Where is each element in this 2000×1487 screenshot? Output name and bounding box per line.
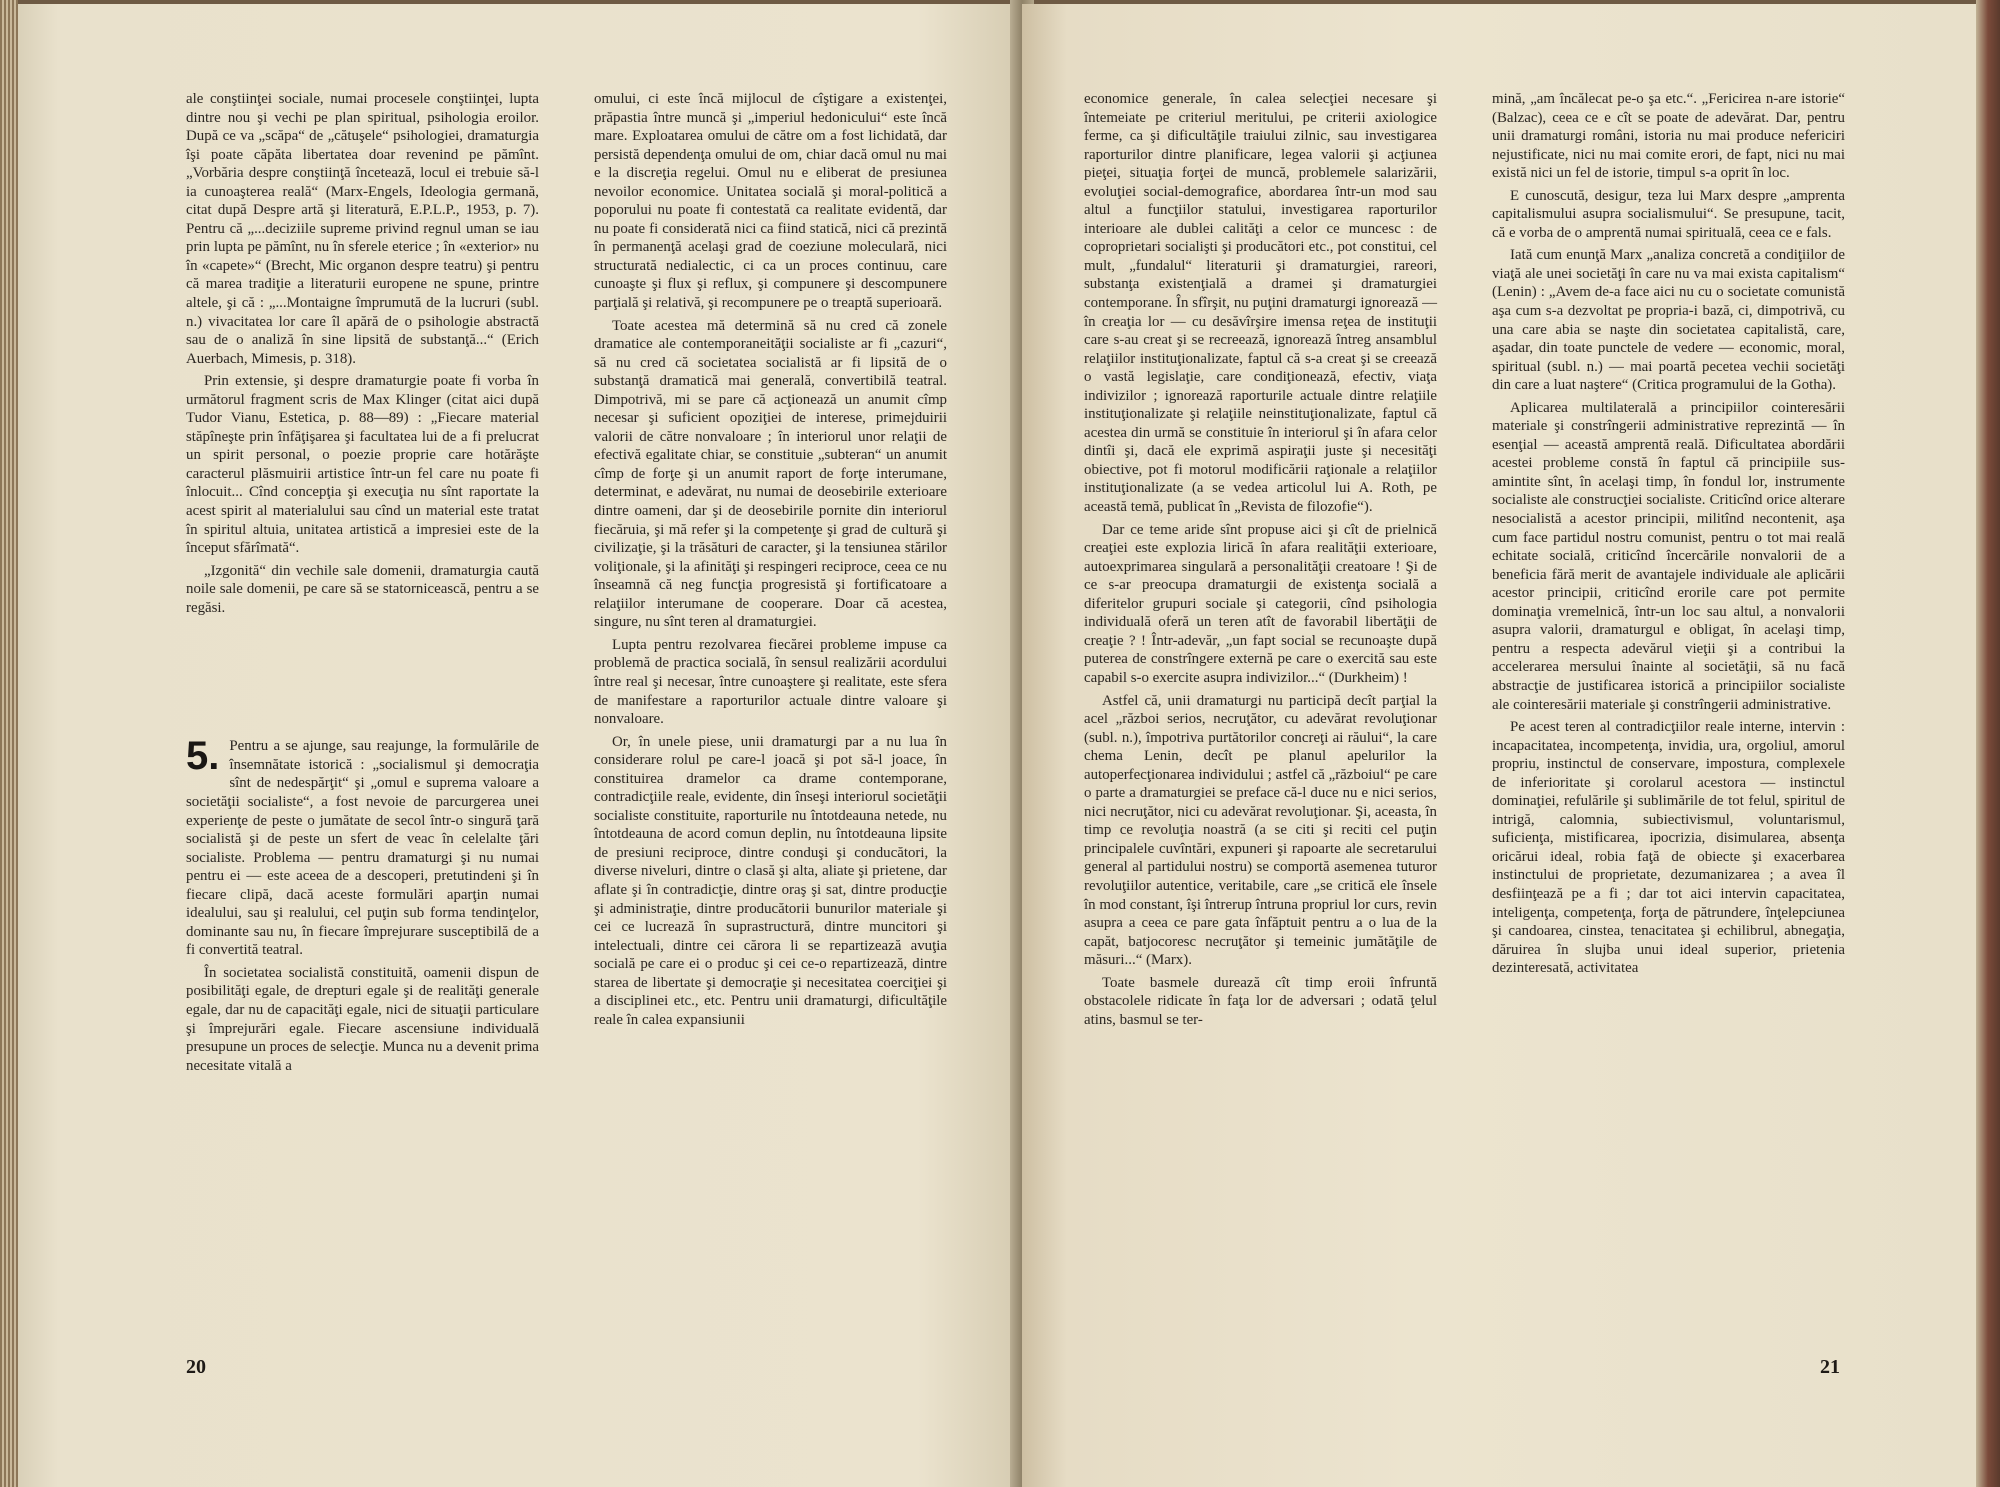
paragraph: omului, ci este încă mijlocul de cîştigare a existenţei, prăpastia între muncă şi „imperiul hedonicului“ este încă mare. Exploatarea omului de către om a fost lichidată, dar persistă dependenţa omului de om, chiar dacă omul nu mai e la discreţia regelui. Omul nu e eliberat de presiunea nevoilor economice. Unitatea socială şi moral-politică a poporului nu poate fi contestată ca realitate evidentă, dar nu poate fi considerată nici ca fiind statică, nici că prezintă în permanenţă acelaşi grad de coeziune moleculară, nici structurată nedialectic, ci ca un proces continuu, care cunoaşte şi flux şi reflux, şi compunere şi descompunere parţială şi relativă, şi recompunere pe o treaptă superioară. (594, 91, 947, 312)
paragraph: E cunoscută, desigur, teza lui Marx despre „amprenta capitalismului asupra socialismului“. Se presupune, tacit, că e vorba de o amprentă numai spirituală, ceea ce e fals. (1492, 187, 1845, 241)
paragraph: Astfel că, unii dramaturgi nu participă decît parţial la acel „război serios, necruţător, cu adevărat revoluţionar (subl. n.), împotriva purtătorilor concreţi ai răului“, la care chema Lenin, decît pe planul apelurilor la autoperfecţionarea individului ; astfel că „războiul“ pe care o parte a dramaturgiei se preface că-l duce nu e nici serios, nici necruţător, nici cu adevărat revoluţionar. Şi, aceasta, în timp ce revoluţia noastră (a se citi şi reciti cel puţin principalele cuvîntări, expuneri şi rapoarte ale secretarului general al partidului nostru) se comportă asemenea tuturor revoluţiilor autentice, veritabile, care „se critică ele însele în mod constant, îşi întrerup întruna propriul lor curs, revin asupra a ceea ce pare gata înfăptuit pentru a o lua de la capăt, batjocoresc necruţător şi temeinic jumătăţile de măsuri...“ (Marx). (1084, 692, 1437, 969)
paragraph: ale conştiinţei sociale, numai procesele conştiinţei, lupta dintre nou şi vechi pe plan spiritual, psihologia eroilor. După ce va „scăpa“ de „cătuşele“ psihologiei, dramaturgia îşi poate căpăta libertatea doar revenind pe pămînt. „Vorbăria despre conştiinţă încetează, locul ei trebuie să-l ia cunoaşterea reală“ (Marx-Engels, Ideologia germană, citat după Despre artă şi literatură, E.P.L.P., 1953, p. 7). Pentru că „...deciziile supreme privind regnul uman se iau prin lupta pe pămînt, nu în sferele eterice ; în «exterior» nu în «capete»“ (Brecht, Mic organon despre teatru) şi pentru că marea tradiţie a literaturii europene ne spune, printre altele, şi că : „...Montaigne împrumută de la lucruri (subl. n.) vivacitatea lor care îl apără de o psihologie abstractă sau de o analiză în sine lipsită de substanţă...“ (Erich Auerbach, Mimesis, p. 318). (186, 91, 539, 367)
paragraph: Or, în unele piese, unii dramaturgi par a nu lua în considerare rolul pe care-l joacă şi pot să-l joace, în constituirea dramelor ca drame contemporane, contradicţiile reale, evidente, din înseşi interiorul societăţii socialiste constituite, raporturile nu întotdeauna netede, nu întotdeauna de acord comun deplin, nu întotdeauna lipsite de presiuni reciproce, dintre conduşi şi conducători, la diverse niveluri, dintre o clasă şi alta, aliate şi prietene, dar aflate şi în contradicţie, dintre oraş şi sat, dintre producţie şi administraţie, dintre producătorii bunurilor materiale şi cei ce lucrează în suprastructură, dintre muncitori şi intelectuali, dintre cei cărora li se repartizează avuţia socială pe care ei o produc şi cei ce-o repartizează, dintre starea de libertate şi democraţie şi necesitatea coerciţiei şi a disciplinei etc., etc. Pentru unii dramaturgi, dificultăţile reale în calea expansiunii (594, 733, 947, 1028)
paragraph: „Izgonită“ din vechile sale domenii, dramaturgia caută noile sale domenii, pe care să se statornicească, pentru a se regăsi. (186, 562, 539, 616)
paragraph: În societatea socialistă constituită, oamenii dispun de posibilităţi egale, de drepturi egale şi de realităţi generale egale, dar nu de capacităţi egale, nici de situaţii particulare şi împrejurări egale. Fiecare ascensiune individuală presupune un proces de selecţie. Munca nu a devenit prima necesitate vitală a (186, 964, 539, 1074)
page-left (18, 4, 1020, 1487)
column-4 (1492, 90, 1845, 978)
paragraph: economice generale, în calea selecţiei necesare şi întemeiate pe criteriul meritului, pe criterii axiologice ferme, ca şi dificultăţile traiului zilnic, sau investigarea raporturilor dintre planificare, legea valorii şi acţiunea pieţei, situaţia forţei de muncă, problemele salarizării, evoluţiei social-demografice, abordarea într-un mod sau altul a funcţiilor statului, investigarea raporturilor interioare ale dublei calităţi a celor ce muncesc : de coproprietari socialişti şi producători etc., pot constitui, cel mult, „fundalul“ literaturii şi dramaturgiei, rareori, substanţa existenţială a dramei şi dramaturgiei contemporane. În sfîrşit, nu puţini dramaturgi ignorează — în creaţia lor — cu desăvîrşire imensa reţea de instituţii care s-au creat şi se recreează, ignorează întreg ansamblul relaţiilor instituţionalizate, faptul că s-a creat şi se creează o vastă legislaţie, care condiţionează, efectiv, viaţa indivizilor ; ignorează raporturile actuale dintre relaţiile instituţionalizate şi relaţiile neinstituţionalizate, faptul că acestea din urmă se constituie în interiorul şi în afara celor dintîi şi, dacă ele exprimă aspiraţii juste şi necesităţi obiective, pot fi motorul modificării raţionale a relaţiilor instituţionalizate (a se vedea articolul lui A. Roth, pe această temă, publicat în „Revista de filozofie“). (1084, 91, 1437, 516)
book-edge-right (1976, 0, 2000, 1487)
page-right (1022, 4, 1976, 1487)
paragraph: mină, „am încălecat pe-o şa etc.“. „Fericirea n-are istorie“ (Balzac), ceea ce e cît se poate de adevărat. Dar, pentru unii dramaturgi români, istoria nu mai produce nefericiri nejustificate, nici nu mai comite erori, de fapt, nici nu mai există nici un fel de istorie, timpul s-a oprit în loc. (1492, 91, 1845, 182)
paragraph: Iată cum enunţă Marx „analiza concretă a condiţiilor de viaţă ale unei societăţi în care nu va mai exista capitalism“ (Lenin) : „Avem de-a face aici nu cu o societate comunistă aşa cum s-a dezvoltat pe propria-i bază, ci, dimpotrivă, cu una care abia se naşte din societatea capitalistă, care, aşadar, din toate punctele de vedere — economic, moral, spiritual (subl. n.) — mai poartă pecetea vechii societăţi din care a luat naştere“ (Critica programului de la Gotha). (1492, 247, 1845, 394)
column-2 (594, 90, 947, 1029)
column-1 (186, 90, 539, 1075)
paragraph: Pe acest teren al contradicţiilor reale interne, intervin : incapacitatea, incompetenţa, invidia, ura, orgoliul, amorul propriu, instinctul de conservare, impostura, complexele de inferioritate şi corolarul acestora — instinctul dominaţiei, refulările şi sublimările de tot felul, spiritul de intrigă, calomnia, subiectivismul, voluntarismul, suficienţa, mistificarea, ipocrizia, disimularea, absenţa oricărui ideal, robia faţă de obiecte şi exacerbarea instinctului de proprietate, dezumanizarea ; a avea îl desfiinţează pe a fi ; dar tot aici intervin capacitatea, inteligenţa, competenţa, forţa de pătrundere, înţelepciunea şi candoarea, cinstea, tenacitatea şi echilibrul, abnegaţia, dăruirea în slujba unui ideal superior, prietenia dezinteresată, activitatea (1492, 719, 1845, 977)
section-paragraph (186, 734, 539, 960)
book-edge-left (0, 0, 18, 1487)
paragraph: Toate acestea mă determină să nu cred că zonele dramatice ale contemporaneităţii socialiste ar fi „cazuri“, să nu cred că societatea socialistă ar fi lipsită de o substanţă dramatică mai generală, convertibilă teatral. Dimpotrivă, mi se pare că acţionează un anumit cîmp necesar şi suficient opoziţiei de interese, primejduirii valorii de către nonvaloare ; în interiorul unor relaţii de efectivă egalitate chiar, se constituie „subteran“ un anumit cîmp de forţe şi un anumit raport de forţe interumane, determinat, e adevărat, nu numai de deosebirile exterioare dintre oameni, dar şi de deosebirile pornite din interiorul fiecăruia, şi mă refer şi la competenţe şi grad de cultură şi civilizaţie, şi la trăsături de caracter, şi la tensiunea stărilor voliţionale, şi la afinităţi şi respingeri reciproce, ceea ce nu înseamnă că neg funcţia progresistă şi fortificatoare a relaţiilor interumane de cooperare. Doar că acestea, singure, nu sînt teren al dramaturgiei. (594, 317, 947, 631)
paragraph: Lupta pentru rezolvarea fiecărei probleme impuse ca problemă de practica socială, în sensul realizării acordului între real şi necesar, între cunoaştere şi realitate, este sfera de manifestare a raporturilor actuale dintre valoare şi nonvaloare. (594, 636, 947, 728)
section-number: 5. (186, 734, 220, 779)
paragraph: Dar ce teme aride sînt propuse aici şi cît de prielnică creaţiei este explozia lirică în afara realităţii exterioare, autoexprimarea singulară a personalităţii creatoare ! Şi de ce s-ar preocupa dramaturgii de existenţa socială a diferitelor grupuri sociale şi categorii, cînd psihologia individuală oferă un teren atît de favorabil libertăţii de creaţie ? ! Într-adevăr, „un fapt social se recunoaşte după puterea de constrîngere externă pe care o exercită sau este capabil s-o exercite asupra indivizilor...“ (Durkheim) ! (1084, 521, 1437, 686)
paragraph: Toate basmele durează cît timp eroii înfruntă obstacolele ridicate în faţa lor de adversari ; odată ţelul atins, basmul se ter- (1084, 974, 1437, 1028)
paragraph: Prin extensie, şi despre dramaturgie poate fi vorba în următorul fragment scris de Max Klinger (citat aici după Tudor Vianu, Estetica, p. 88—89) : „Fiecare material stăpîneşte prin înfăţişarea şi facultatea lui de a fi prelucrat un spirit personal, o poezie proprie care hotărăşte caracterul plăsmuirii artistice într-un fel care nu poate fi înlocuit... Cînd concepţia şi execuţia nu sînt raportate la acest spirit al materialului sau cînd un material este tratat în spiritul altuia, unitatea artistică a impresiei este de la început sfărîmată“. (186, 373, 539, 557)
page-number: 20 (186, 1356, 206, 1378)
paragraph: Aplicarea multilaterală a principiilor cointeresării materiale şi constrîngerii administrative reprezintă — în esenţial — această amprentă reală. Dificultatea abordării acestei probleme constă în faptul că principiile sus-amintite sînt, în acelaşi timp, în fondul lor, instrumente socialiste ale construcţiei socialiste. Criticînd orice alterare nesocialistă a acestor principii, militînd necontenit, aşa cum face partidul nostru comunist, pentru o tot mai reală echitate socială, criticînd încercările nonvalorii de a beneficia fără merit de avantajele individuale ale aplicării acestor principii, criticînd erorile care pot permite dominaţia vremelnică, într-un loc sau altul, a nonvalorii asupra valorii, dramaturgul e obligat, în acelaşi timp, pentru a respecta adevărul vieţii şi a contribui la accelerarea mersului înainte al societăţii, să nu facă abstracţie de justificarea istorică a principiilor socialiste ale cointeresării materiale şi constrîngerii administrative. (1492, 399, 1845, 713)
section-gap (186, 617, 539, 737)
column-3 (1084, 90, 1437, 1029)
page-number: 21 (1820, 1356, 1840, 1378)
paragraph-text: Pentru a se ajunge, sau reajunge, la formulările de însemnătate istorică : „socialismul şi democraţia sînt de nedespărţit“ şi „omul e suprema valoare a societăţii socialiste“, a fost nevoie de parcurgerea unei experienţe de peste o jumătate de secol într-o singură ţară socialistă şi de peste un sfert de veac în celelalte ţări socialiste. Problema — pentru dramaturgi şi nu numai pentru ei — este aceea de a descoperi, pretutindeni şi în fiecare clipă, dacă aceste formulări aparţin numai idealului, sau şi realului, cel puţin sub forma tendinţelor, dominante sau nu, în fiecare împrejurare susceptibilă de a fi convertită teatral. (186, 738, 539, 959)
